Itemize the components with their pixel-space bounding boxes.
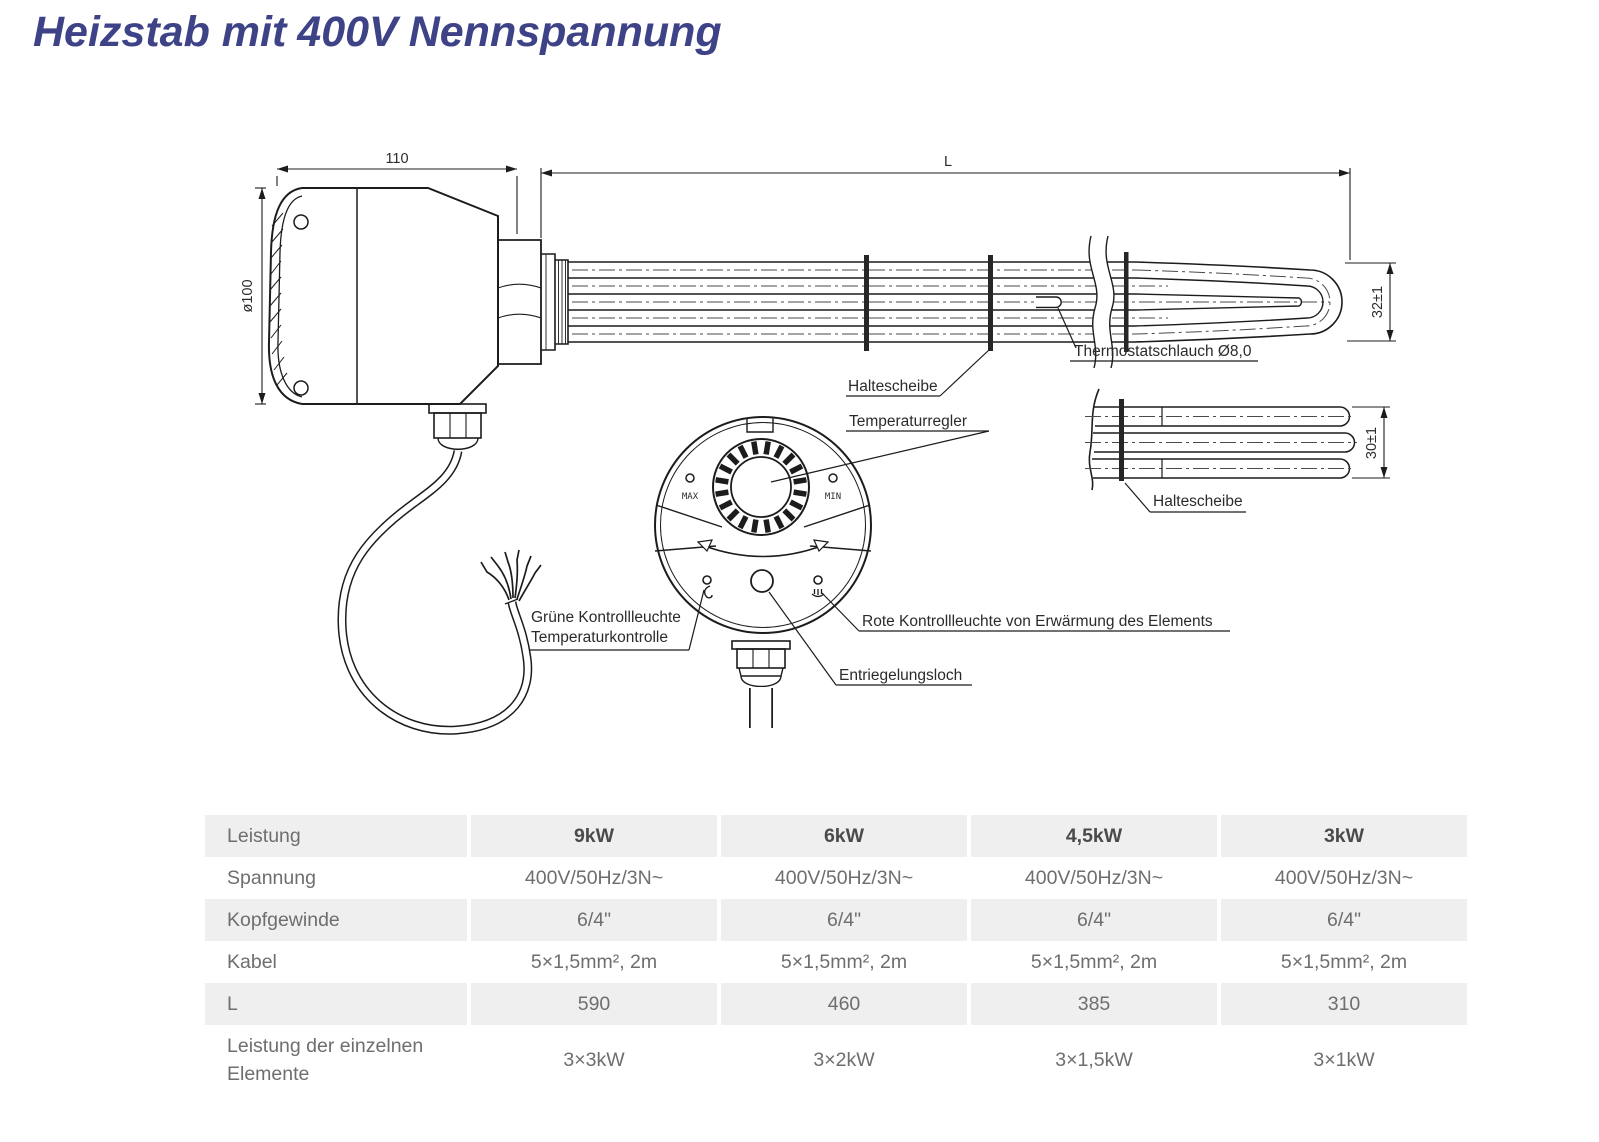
green-indicator <box>703 576 712 598</box>
dial-top-notch <box>747 419 773 433</box>
table-cell: 5×1,5mm², 2m <box>471 941 717 983</box>
thermostat-tube-end <box>1034 295 1062 309</box>
col-header: 4,5kW <box>971 815 1217 857</box>
spec-table <box>205 815 1467 1095</box>
dimension-110 <box>277 151 517 234</box>
table-cell: 400V/50Hz/3N~ <box>1221 857 1467 899</box>
holding-disc-side <box>1119 399 1124 481</box>
table-row-l <box>205 983 1467 1025</box>
label-gruene-line2: Temperaturkontrolle <box>531 629 668 646</box>
max-marker <box>682 474 699 502</box>
dim-d100-text: ø100 <box>240 279 256 313</box>
table-cell: 6/4" <box>1221 899 1467 941</box>
table-cell: 3×1kW <box>1221 1025 1467 1095</box>
table-cell: 6/4" <box>971 899 1217 941</box>
table-cell: 400V/50Hz/3N~ <box>721 857 967 899</box>
dimension-L <box>541 154 1350 260</box>
release-hole <box>751 570 773 592</box>
svg-text:MAX: MAX <box>681 492 699 502</box>
cap-clip-bottom <box>294 381 308 395</box>
cap-clip-top <box>294 215 308 229</box>
head-assembly <box>269 188 568 404</box>
dim-L-text: L <box>943 154 953 170</box>
table-cell: 5×1,5mm², 2m <box>721 941 967 983</box>
table-row-kopfgewinde <box>205 899 1467 941</box>
row-label: Kabel <box>205 941 467 983</box>
table-row-einzelelemente <box>205 1025 1467 1095</box>
col-header: 6kW <box>721 815 967 857</box>
table-cell: 3×2kW <box>721 1025 967 1095</box>
table-cell: 5×1,5mm², 2m <box>1221 941 1467 983</box>
side-view <box>1085 389 1390 512</box>
label-thermostatschlauch: Thermostatschlauch Ø8,0 <box>1074 343 1252 360</box>
dimension-30 <box>1352 407 1390 478</box>
table-cell: 590 <box>471 983 717 1025</box>
dim-30-text: 30±1 <box>1364 426 1380 460</box>
title-part1: Heizstab mit <box>33 8 287 56</box>
table-cell: 3×3kW <box>471 1025 717 1095</box>
dimension-32 <box>1345 263 1396 341</box>
cable-gland-dial <box>732 641 790 729</box>
table-cell: 400V/50Hz/3N~ <box>971 857 1217 899</box>
holding-disc-1 <box>864 255 869 351</box>
row-label: Spannung <box>205 857 467 899</box>
table-cell: 5×1,5mm², 2m <box>971 941 1217 983</box>
table-cell: 400V/50Hz/3N~ <box>471 857 717 899</box>
label-entriegelungsloch: Entriegelungsloch <box>839 667 963 684</box>
title-part2: 400V <box>297 8 398 56</box>
wire-ends <box>481 550 541 601</box>
label-rote-kontrollleuchte: Rote Kontrollleuchte von Erwärmung des Elements <box>862 613 1213 630</box>
table-cell: 6/4" <box>471 899 717 941</box>
rotation-arrow <box>698 540 828 557</box>
title-part3: Nennspannung <box>408 8 722 56</box>
label-haltescheibe-side: Haltescheibe <box>1153 493 1243 510</box>
cable-gland-head <box>429 404 486 449</box>
row-label: Leistung der einzelnen Elemente <box>205 1025 467 1095</box>
drawing-labels <box>529 308 1258 685</box>
col-header: 3kW <box>1221 815 1467 857</box>
dimension-d100 <box>240 188 266 404</box>
table-row-leistung <box>205 815 1467 857</box>
temperature-knob <box>713 439 809 535</box>
label-gruene-line1: Grüne Kontrollleuchte <box>531 609 681 626</box>
row-label: L <box>205 983 467 1025</box>
min-marker <box>825 474 841 502</box>
table-row-kabel <box>205 941 1467 983</box>
table-row-spannung <box>205 857 1467 899</box>
svg-text:MIN: MIN <box>824 492 842 502</box>
row-label: Kopfgewinde <box>205 899 467 941</box>
cable-loop <box>342 451 541 730</box>
col-header: 9kW <box>471 815 717 857</box>
holding-disc-2 <box>988 255 993 351</box>
label-temperaturregler: Temperaturregler <box>849 413 968 430</box>
label-haltescheibe-main: Haltescheibe <box>848 378 938 395</box>
table-cell: 6/4" <box>721 899 967 941</box>
row-label: Leistung <box>205 815 467 857</box>
table-cell: 310 <box>1221 983 1467 1025</box>
face-wedges <box>655 505 871 551</box>
table-cell: 385 <box>971 983 1217 1025</box>
dim-110-text: 110 <box>385 151 409 167</box>
table-cell: 460 <box>721 983 967 1025</box>
table-cell: 3×1,5kW <box>971 1025 1217 1095</box>
holding-disc-3 <box>1124 252 1129 352</box>
dim-32-text: 32±1 <box>1370 285 1386 319</box>
